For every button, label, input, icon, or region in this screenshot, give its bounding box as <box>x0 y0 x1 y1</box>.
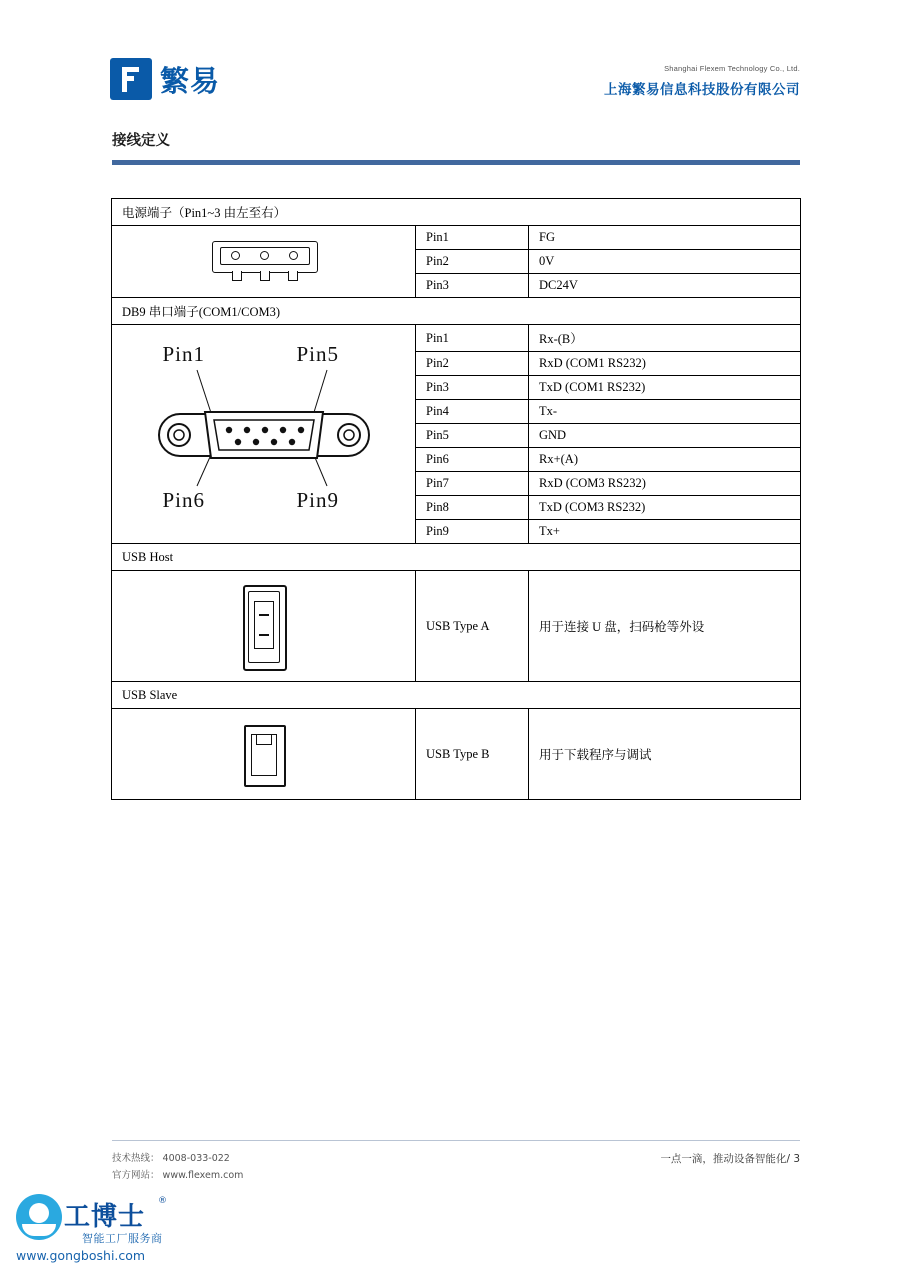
power-terminal-image <box>112 226 416 298</box>
page-title: 接线定义 <box>112 133 170 149</box>
logo-text: 繁易 <box>160 63 221 98</box>
usb-a-tongue <box>254 601 274 649</box>
pin-value: FG <box>529 226 801 250</box>
pin-value: 用于连接 U 盘，扫码枪等外设 <box>529 571 801 682</box>
table-row <box>112 325 801 352</box>
connector-pin-3 <box>288 271 298 281</box>
group-title-usb-slave: USB Slave <box>112 682 801 709</box>
group-title-power: 电源端子（Pin1~3 由左至右） <box>112 199 801 226</box>
pin-label: Pin4 <box>416 400 529 424</box>
pin-label: USB Type B <box>416 709 529 800</box>
watermark <box>8 1192 188 1266</box>
usb-b-image <box>112 709 416 800</box>
footer-slogan: 一点一滴，推动设备智能化 <box>660 1153 787 1165</box>
db9-label-pin1: Pin1 <box>162 342 206 366</box>
db9-image <box>112 325 416 544</box>
website-label: 官方网站： <box>112 1170 160 1181</box>
registered-mark-icon: ® <box>158 1196 167 1206</box>
group-title-usb-host: USB Host <box>112 544 801 571</box>
pin-label: Pin8 <box>416 496 529 520</box>
pin-label: Pin1 <box>416 226 529 250</box>
watermark-title: 工博士 <box>64 1202 146 1232</box>
title-underline-rule <box>112 160 800 165</box>
connector-slot <box>220 247 310 265</box>
usb-type-b-icon <box>241 725 287 783</box>
pin-label: USB Type A <box>416 571 529 682</box>
watermark-subtitle: 智能工厂服务商 <box>82 1232 163 1245</box>
pin-value: 用于下载程序与调试 <box>529 709 801 800</box>
footer-slogan-and-page <box>660 1151 800 1166</box>
brand-logo <box>110 58 220 100</box>
pin-value: TxD (COM3 RS232) <box>529 496 801 520</box>
watermark-url: www.gongboshi.com <box>16 1248 146 1263</box>
pin-value: DC24V <box>529 274 801 298</box>
pin-value: Tx+ <box>529 520 801 544</box>
usb-a-image <box>112 571 416 682</box>
connector-pin-1 <box>232 271 242 281</box>
logo-stem <box>122 67 127 92</box>
wiring-definition-table <box>111 198 801 800</box>
table-row <box>112 226 801 250</box>
globe-icon <box>16 1194 62 1240</box>
pin-value: TxD (COM1 RS232) <box>529 376 801 400</box>
pin-value: GND <box>529 424 801 448</box>
page-number: / 3 <box>786 1153 800 1165</box>
connector-pin-2 <box>260 271 270 281</box>
company-block <box>604 64 800 98</box>
page-header <box>110 58 800 112</box>
pin-label: Pin7 <box>416 472 529 496</box>
pin-label: Pin2 <box>416 250 529 274</box>
pin-label: Pin9 <box>416 520 529 544</box>
db9-label-pin9: Pin9 <box>296 488 340 512</box>
pin-value: Tx- <box>529 400 801 424</box>
pin-value: RxD (COM3 RS232) <box>529 472 801 496</box>
company-name-cn: 上海繁易信息科技股份有限公司 <box>604 82 800 98</box>
usb-type-a-icon <box>241 585 287 667</box>
table-group-header-row <box>112 544 801 571</box>
flexem-logo-icon <box>110 58 152 100</box>
table-group-header-row <box>112 682 801 709</box>
power-terminal-connector-icon <box>204 239 324 285</box>
pin-label: Pin5 <box>416 424 529 448</box>
pin-label: Pin6 <box>416 448 529 472</box>
website-value[interactable]: www.flexem.com <box>162 1170 244 1181</box>
company-name-en: Shanghai Flexem Technology Co., Ltd. <box>664 64 800 73</box>
pin-value: RxD (COM1 RS232) <box>529 352 801 376</box>
table-group-header-row <box>112 199 801 226</box>
db9-label-pin5: Pin5 <box>296 342 340 366</box>
pin-label: Pin2 <box>416 352 529 376</box>
db9-label-pin6: Pin6 <box>162 488 206 512</box>
pin-value: Rx+(A) <box>529 448 801 472</box>
table-row <box>112 709 801 800</box>
hotline-label: 技术热线： <box>112 1153 160 1164</box>
usb-b-inner <box>251 734 277 776</box>
table-row <box>112 571 801 682</box>
table-group-header-row <box>112 298 801 325</box>
group-title-db9: DB9 串口端子(COM1/COM3) <box>112 298 801 325</box>
pin-label: Pin1 <box>416 325 529 352</box>
db9-connector-icon <box>119 336 409 532</box>
footer-divider <box>112 1140 800 1141</box>
pin-label: Pin3 <box>416 274 529 298</box>
pin-value: 0V <box>529 250 801 274</box>
pin-value: Rx-(B） <box>529 325 801 352</box>
footer-contact <box>112 1150 243 1184</box>
pin-label: Pin3 <box>416 376 529 400</box>
hotline-value: 4008-033-022 <box>162 1153 230 1164</box>
